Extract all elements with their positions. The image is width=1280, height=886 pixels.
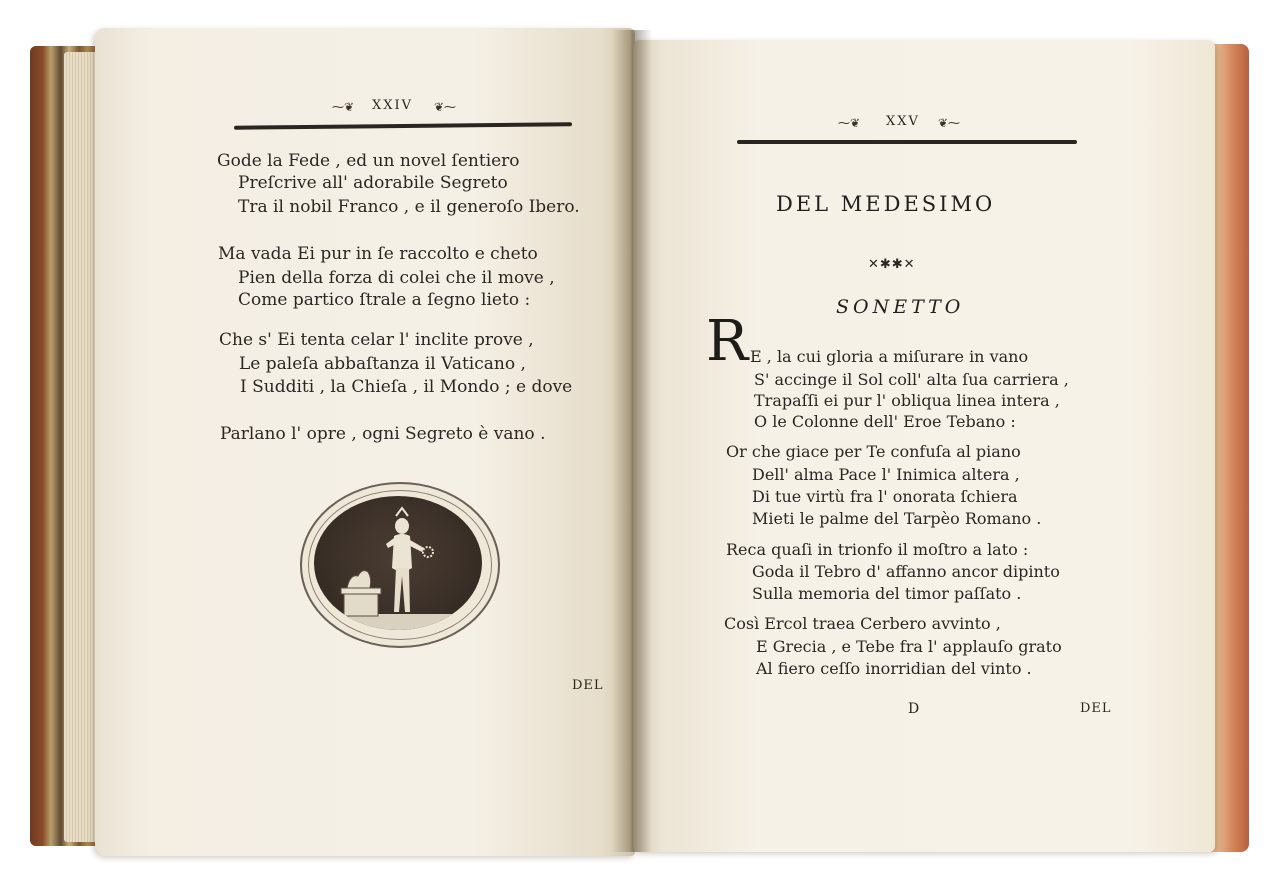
heading-star-ornament: ✕✱✱✕ [868,257,916,272]
left-folio-ornament-right: ❦⁓ [434,100,457,114]
left-line-6: Come partico ſtrale a ſegno lieto : [238,290,531,310]
drop-capital: R [706,309,749,374]
right-line-9: Reca quaſi in trionfo il moſtro a lato : [726,540,1029,559]
right-line-1: E , la cui gloria a miſurare in vano [750,347,1029,366]
right-folio-ornament-right: ❦⁓ [938,116,961,130]
right-line-2: S' accinge il Sol coll' alta ſua carriera , [754,370,1069,389]
left-line-7: Che s' Ei tenta celar l' inclite prove , [219,330,534,350]
left-line-8: Le paleſa abbaſtanza il Vaticano , [239,354,526,374]
right-catchword: DEL [1080,701,1112,716]
left-line-4: Ma vada Ei pur in ſe raccolto e cheto [218,244,538,264]
engraved-oval-vignette [300,482,500,648]
left-folio: XXIV [372,98,414,113]
left-catchword: DEL [572,678,604,693]
vignette-scene [314,496,482,630]
right-line-4: O le Colonne dell' Eroe Tebano : [754,412,1016,431]
left-line-2: Preſcrive all' adorabile Segreto [238,173,508,193]
left-line-3: Tra il nobil Franco , e il generoſo Ibero. [238,197,580,217]
right-line-3: Trapaſſi ei pur l' obliqua linea intera , [754,391,1060,410]
left-folio-ornament-left: ⁓❦ [332,100,355,114]
left-line-9: I Sudditi , la Chieſa , il Mondo ; e dove [240,377,573,397]
right-line-7: Di tue virtù fra l' onorata ſchiera [752,487,1018,506]
left-line-10: Parlano l' opre , ogni Segreto è vano . [220,424,546,444]
right-folio: XXV [886,114,920,129]
left-line-5: Pien della forza di colei che il move , [238,268,555,288]
right-folio-ornament-left: ⁓❦ [838,116,861,130]
right-line-13: E Grecia , e Tebe fra l' applauſo grato [756,637,1062,656]
right-head-rule [737,140,1077,144]
right-line-10: Goda il Tebro d' affanno ancor dipinto [752,562,1060,581]
right-line-6: Dell' alma Pace l' Inimica altera , [752,465,1020,484]
right-line-5: Or che giace per Te confuſa al piano [726,442,1021,461]
left-line-1: Gode la Fede , ed un novel ſentiero [217,151,520,171]
right-line-11: Sulla memoria del timor paſſato . [752,584,1022,603]
poem-heading: DEL MEDESIMO [776,192,996,216]
right-line-14: Al fiero ceſſo inorridian del vinto . [756,659,1032,678]
right-line-12: Così Ercol traea Cerbero avvinto , [724,614,1001,633]
poem-subtitle: SONETTO [836,296,965,318]
right-line-8: Mieti le palme del Tarpèo Romano . [752,509,1042,528]
signature-mark: D [908,701,920,717]
